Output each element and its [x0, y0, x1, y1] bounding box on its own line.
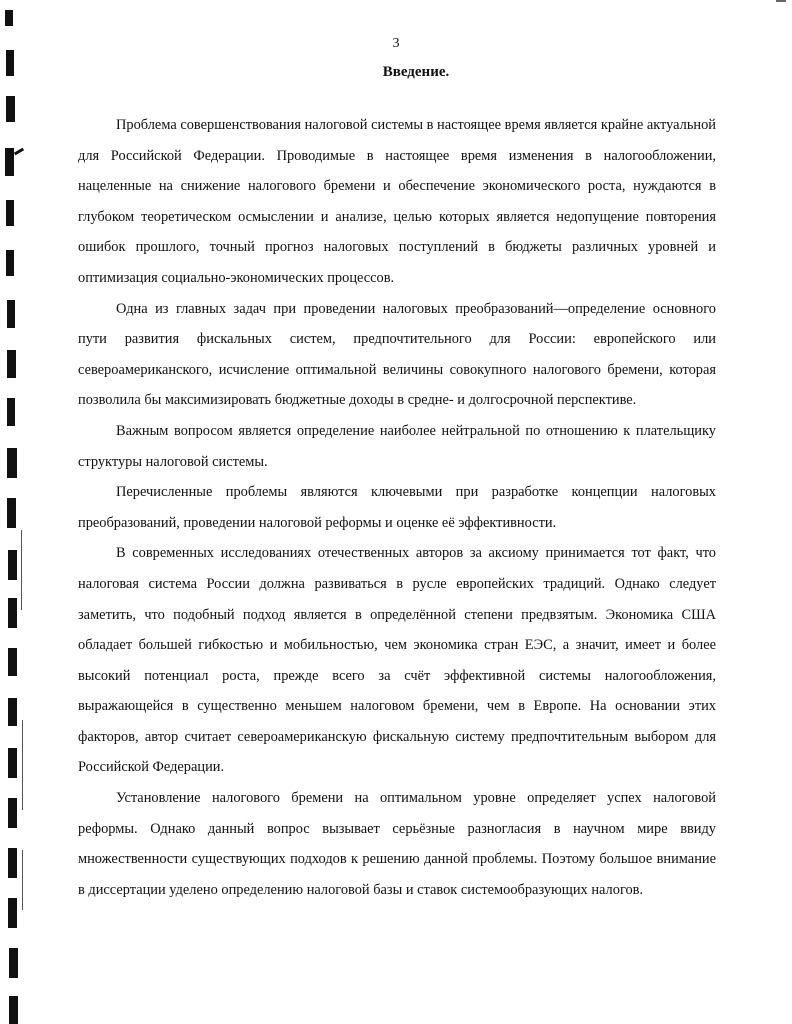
paragraph: Установление налогового бремени на оптимальном уровне определяет успех налоговой реформы. Однако данный вопрос вызывает серьёзные разногласия в научном мире ввиду множественности существующих подходов к решению данной проблемы. Поэтому большое внимание в диссертации уделено определению налоговой базы и ставок системообразующих налогов. [78, 790, 716, 898]
paragraph: Проблема совершенствования налоговой системы в настоящее время является крайне актуальной для Российской Федерации. Проводимые в настоящее время изменения в налогообложении, нацеленные на снижение налогового бремени и обеспечение экономического роста, нуждаются в глубоком теоретическом осмыслении и анализе, целью которых является недопущение повторения ошибок прошлого, точный прогноз налоговых поступлений в бюджеты различных уровней и оптимизация социально-экономических процессов. [78, 117, 716, 286]
scan-mark [8, 550, 17, 580]
scan-mark [6, 96, 15, 122]
scan-mark [7, 300, 15, 328]
scan-hairline [22, 850, 23, 910]
paragraph: Перечисленные проблемы являются ключевыми при разработке концепции налоговых преобразований, проведении налоговой реформы и оценке её эффективности. [78, 484, 716, 531]
paragraph: Важным вопросом является определение наиболее нейтральной по отношению к плательщику структуры налоговой системы. [78, 422, 716, 470]
scan-mark [9, 948, 18, 978]
paragraph: В современных исследованиях отечественных авторов за аксиому принимается тот факт, что налоговая система России должна развиваться в русле европейских традиций. Однако следует заметить, что подобный подход является в определённой степени предвзятым. Экономика США обладает большей гибкостью и мобильностью, чем экономика стран ЕЭС, а значит, имеет и более высокий потенциал роста, прежде всего за счёт эффективной системы налогообложения, выражающейся в существенно меньшем налоговом бремени, чем в Европе. На основании этих факторов, автор считает североамериканскую фискальную систему предпочтительным выбором для Российской Федерации. [78, 545, 716, 776]
scan-mark [8, 848, 17, 878]
scan-mark [8, 798, 17, 828]
paragraph: Одна из главных задач при проведении налоговых преобразований—определение основного пути развития фискальных систем, предпочтительного для России: европейского или североамериканского, исчисление оптимальной величины совокупного налогового бремени, которая позволила бы максимизировать бюджетные доходы в средне- и долгосрочной перспективе. [78, 300, 716, 409]
scan-mark [9, 996, 18, 1024]
scan-mark [7, 398, 15, 426]
page-number: 3 [392, 36, 400, 51]
scan-mark [8, 648, 17, 676]
scan-mark [8, 748, 17, 778]
scan-mark [7, 498, 16, 528]
scan-mark [6, 250, 14, 276]
scan-mark [8, 698, 17, 726]
scan-mark [6, 200, 14, 226]
scan-mark [8, 598, 17, 628]
scan-mark [14, 148, 24, 156]
scan-mark [5, 10, 13, 26]
scan-corner-speck [776, 0, 786, 2]
scan-mark [7, 448, 17, 478]
scan-mark [8, 898, 17, 928]
scan-hairline [21, 530, 22, 610]
section-title: Введение. [382, 64, 450, 80]
scan-hairline [22, 720, 23, 810]
scan-binding-marks [0, 0, 60, 1024]
scan-mark [7, 350, 16, 378]
body-text [78, 110, 716, 905]
